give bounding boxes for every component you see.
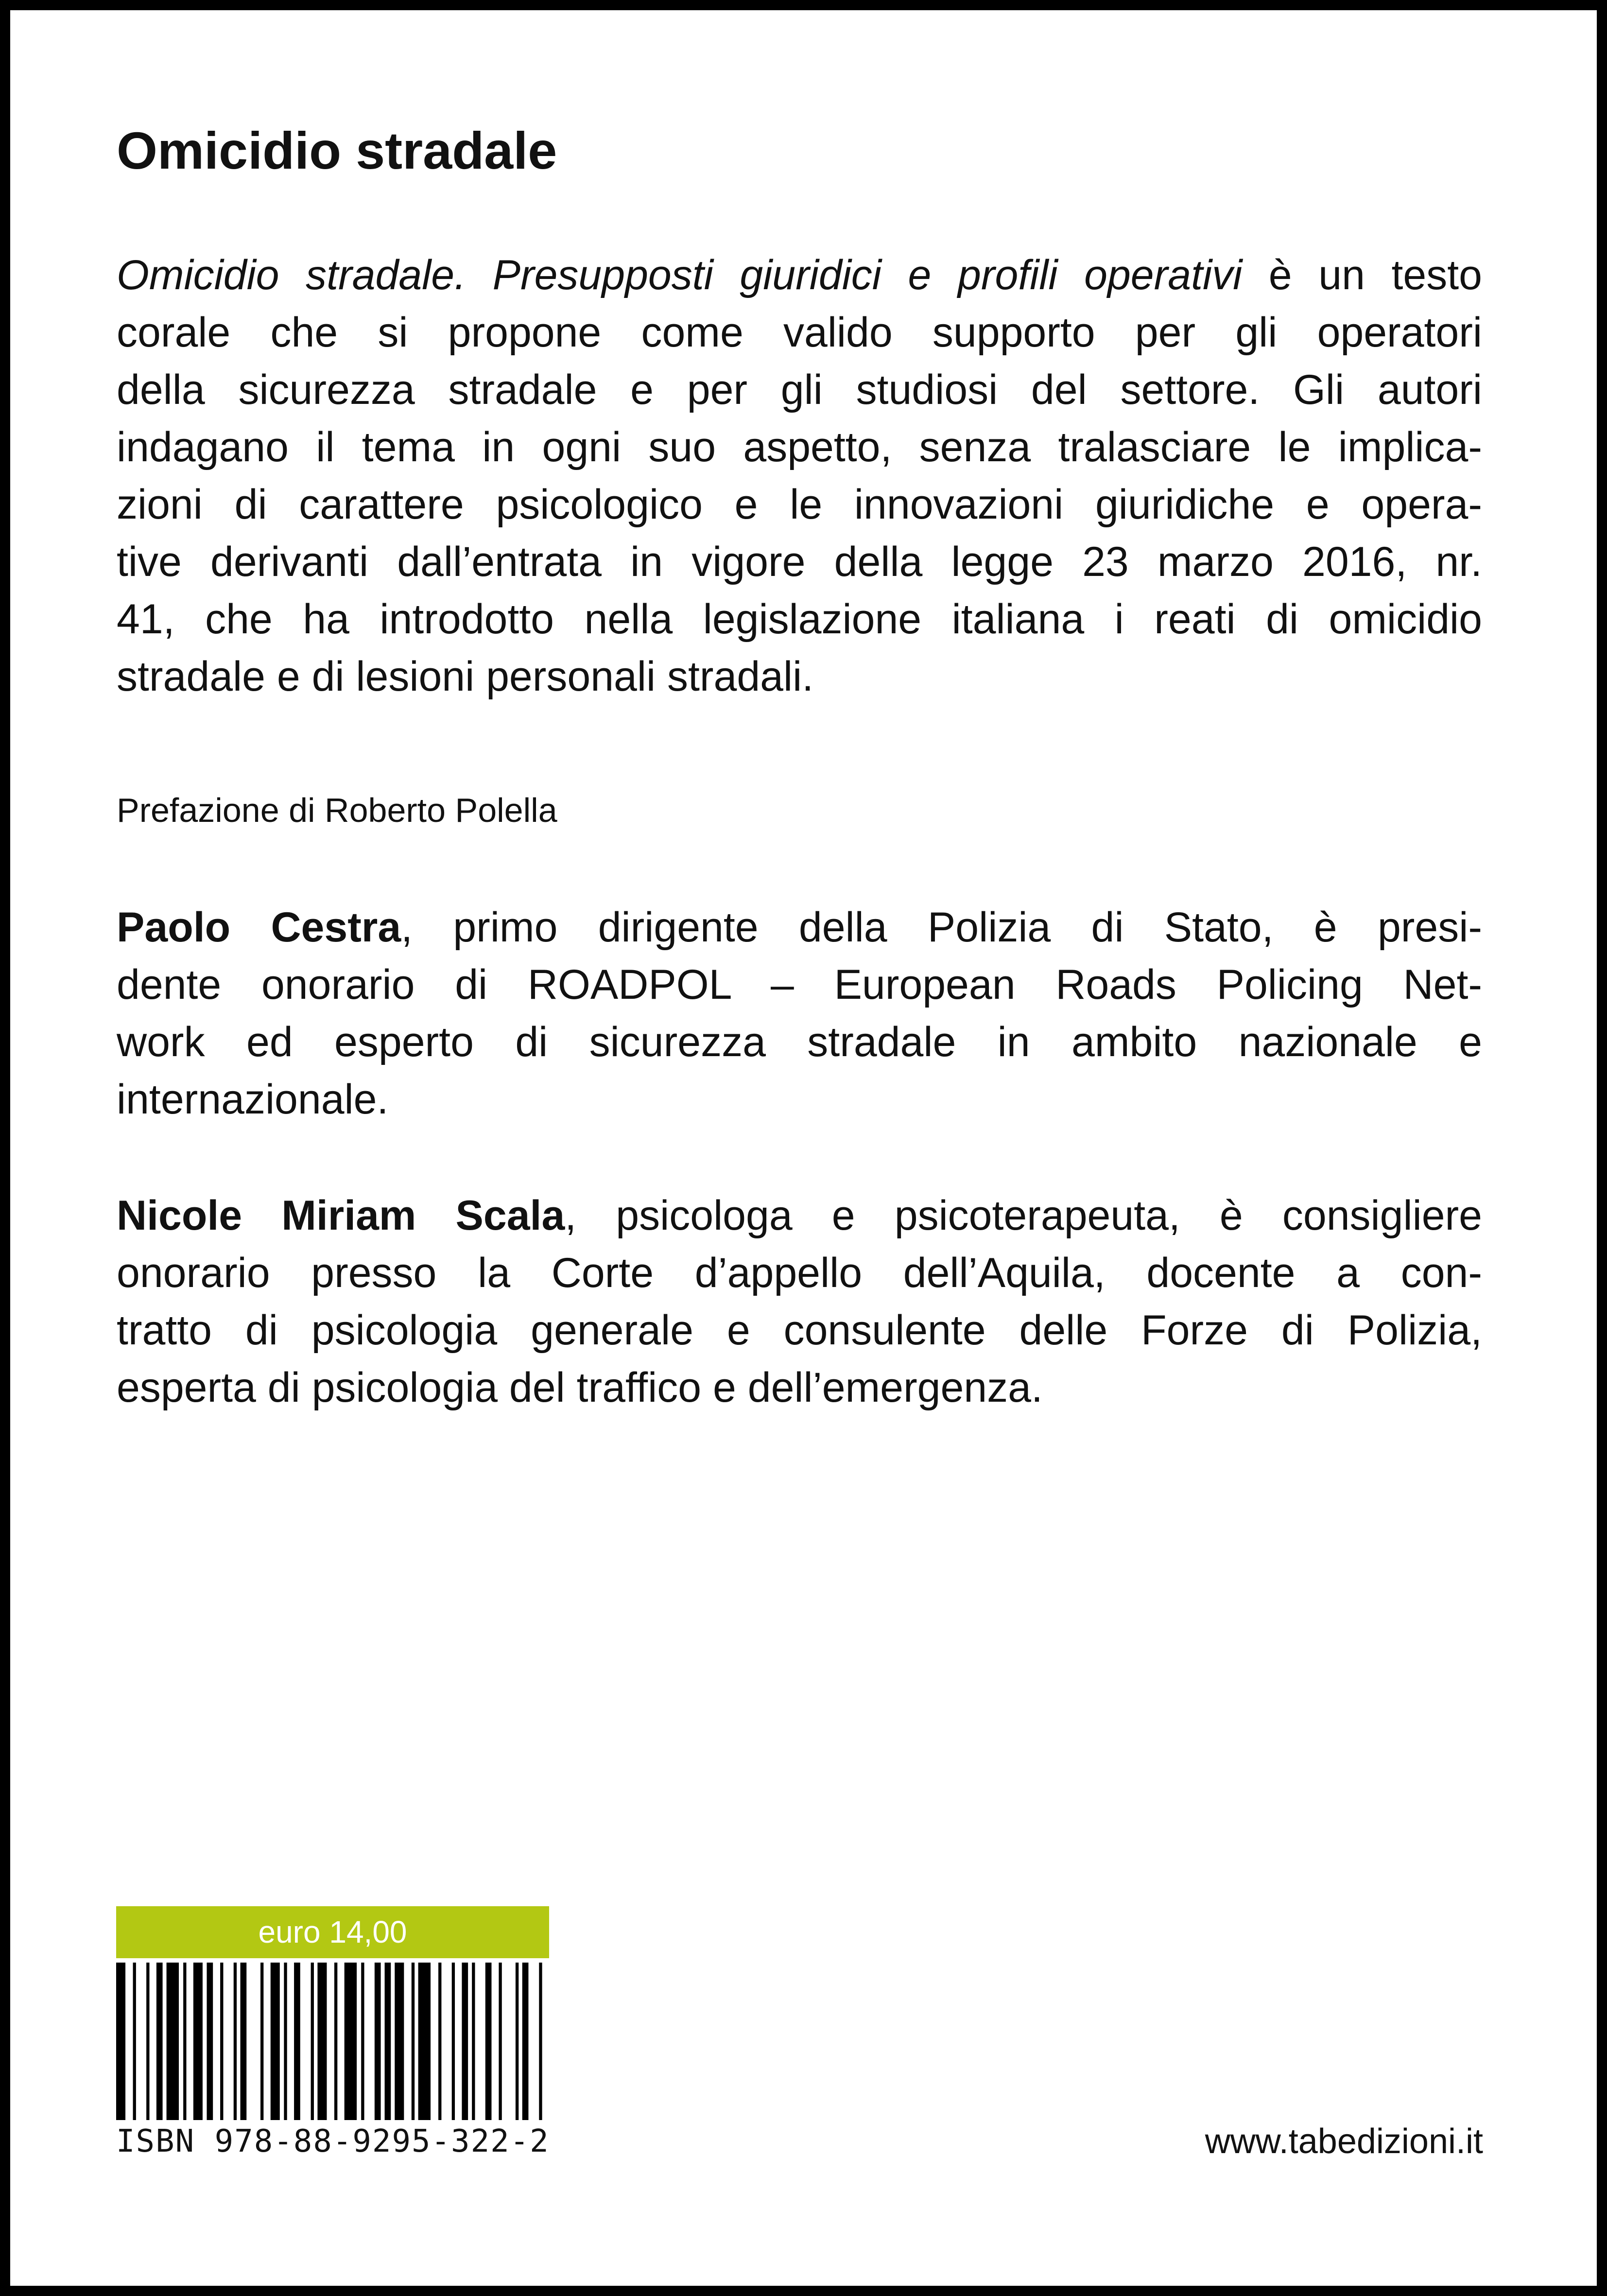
barcode-bar [193, 1963, 203, 2120]
barcode-bar [539, 1963, 542, 2120]
bio-line: work ed esperto di sicurezza stradale in ambito nazionale e [117, 1019, 1482, 1065]
barcode-bar [241, 1963, 247, 2120]
barcode-bar [294, 1963, 300, 2120]
bio-line [117, 1187, 1482, 1244]
barcode-bar [345, 1963, 357, 2120]
blurb-line: tive derivanti dall’entrata in vigore della legge 23 marzo 2016, nr. [117, 539, 1482, 585]
barcode-bar [220, 1963, 223, 2120]
barcode-bar [361, 1963, 364, 2120]
barcode-bar [334, 1963, 337, 2120]
publisher-website: www.tabedizioni.it [1205, 2122, 1483, 2161]
barcode-bar [284, 1963, 287, 2120]
barcode-bar [207, 1963, 213, 2120]
barcode-bar [271, 1963, 280, 2120]
book-title: Omicidio stradale [117, 121, 557, 180]
barcode-bar [375, 1963, 381, 2120]
isbn-number: ISBN 978-88-9295-322-2 [116, 2123, 550, 2159]
bio-line [117, 899, 1482, 956]
author-name: Nicole Miriam Scala [117, 1192, 565, 1239]
barcode-bar [167, 1963, 179, 2120]
barcode-bar [412, 1963, 415, 2120]
barcode-bar [317, 1963, 327, 2120]
blurb-line: stradale e di lesioni personali stradali. [117, 653, 814, 700]
author-name: Paolo Cestra [117, 904, 401, 951]
bio-line-rest: , psicologa e psicoterapeuta, è consigliere [565, 1192, 1482, 1239]
barcode-bar [234, 1963, 237, 2120]
barcode-bar [156, 1963, 163, 2120]
blurb-line: zioni di carattere psicologico e le innovazioni giuridiche e opera- [117, 481, 1482, 528]
blurb-line: 41, che ha introdotto nella legislazione italiana i reati di omicidio [117, 596, 1482, 643]
barcode-bar [395, 1963, 404, 2120]
barcode-bar [522, 1963, 529, 2120]
barcode-icon [116, 1963, 549, 2120]
back-cover [10, 10, 1597, 2286]
author-bio [117, 1187, 1482, 1416]
barcode-bar [485, 1963, 492, 2120]
barcode-bar [452, 1963, 455, 2120]
price-label: euro 14,00 [116, 1906, 549, 1958]
blurb-line: indagano il tema in ogni suo aspetto, senza tralasciare le implica- [117, 424, 1482, 470]
bio-line: esperta di psicologia del traffico e dell’emergenza. [117, 1364, 1043, 1411]
barcode-bar [516, 1963, 518, 2120]
blurb-line [117, 246, 1482, 304]
barcode-bar [146, 1963, 149, 2120]
blurb-line: corale che si propone come valido supporto per gli operatori [117, 309, 1482, 356]
preface-credit: Prefazione di Roberto Polella [117, 791, 557, 829]
barcode-bar [438, 1963, 441, 2120]
barcode-bar [472, 1963, 475, 2120]
barcode-bar [183, 1963, 186, 2120]
barcode-bar [311, 1963, 314, 2120]
blurb-line: della sicurezza stradale e per gli studiosi del settore. Gli autori [117, 366, 1482, 413]
author-bio [117, 899, 1482, 1128]
blurb-italic-title: Omicidio stradale. Presupposti giuridici e profili operativi [117, 252, 1243, 298]
barcode-bar [133, 1963, 136, 2120]
barcode-bar [260, 1963, 263, 2120]
barcode-bar [418, 1963, 431, 2120]
barcode-bar [116, 1963, 125, 2120]
barcode-bar [499, 1963, 501, 2120]
book-blurb [117, 246, 1482, 705]
bio-line: internazionale. [117, 1076, 389, 1123]
bio-line: onorario presso la Corte d’appello dell’Aquila, docente a con- [117, 1250, 1482, 1296]
barcode-bar [462, 1963, 468, 2120]
barcode-bar [385, 1963, 391, 2120]
bio-line: tratto di psicologia generale e consulente delle Forze di Polizia, [117, 1307, 1482, 1354]
bio-line: dente onorario di ROADPOL – European Roads Policing Net- [117, 961, 1482, 1008]
bio-line-rest: , primo dirigente della Polizia di Stato, è presi- [401, 904, 1482, 951]
blurb-line-rest: è un testo [1242, 252, 1482, 298]
